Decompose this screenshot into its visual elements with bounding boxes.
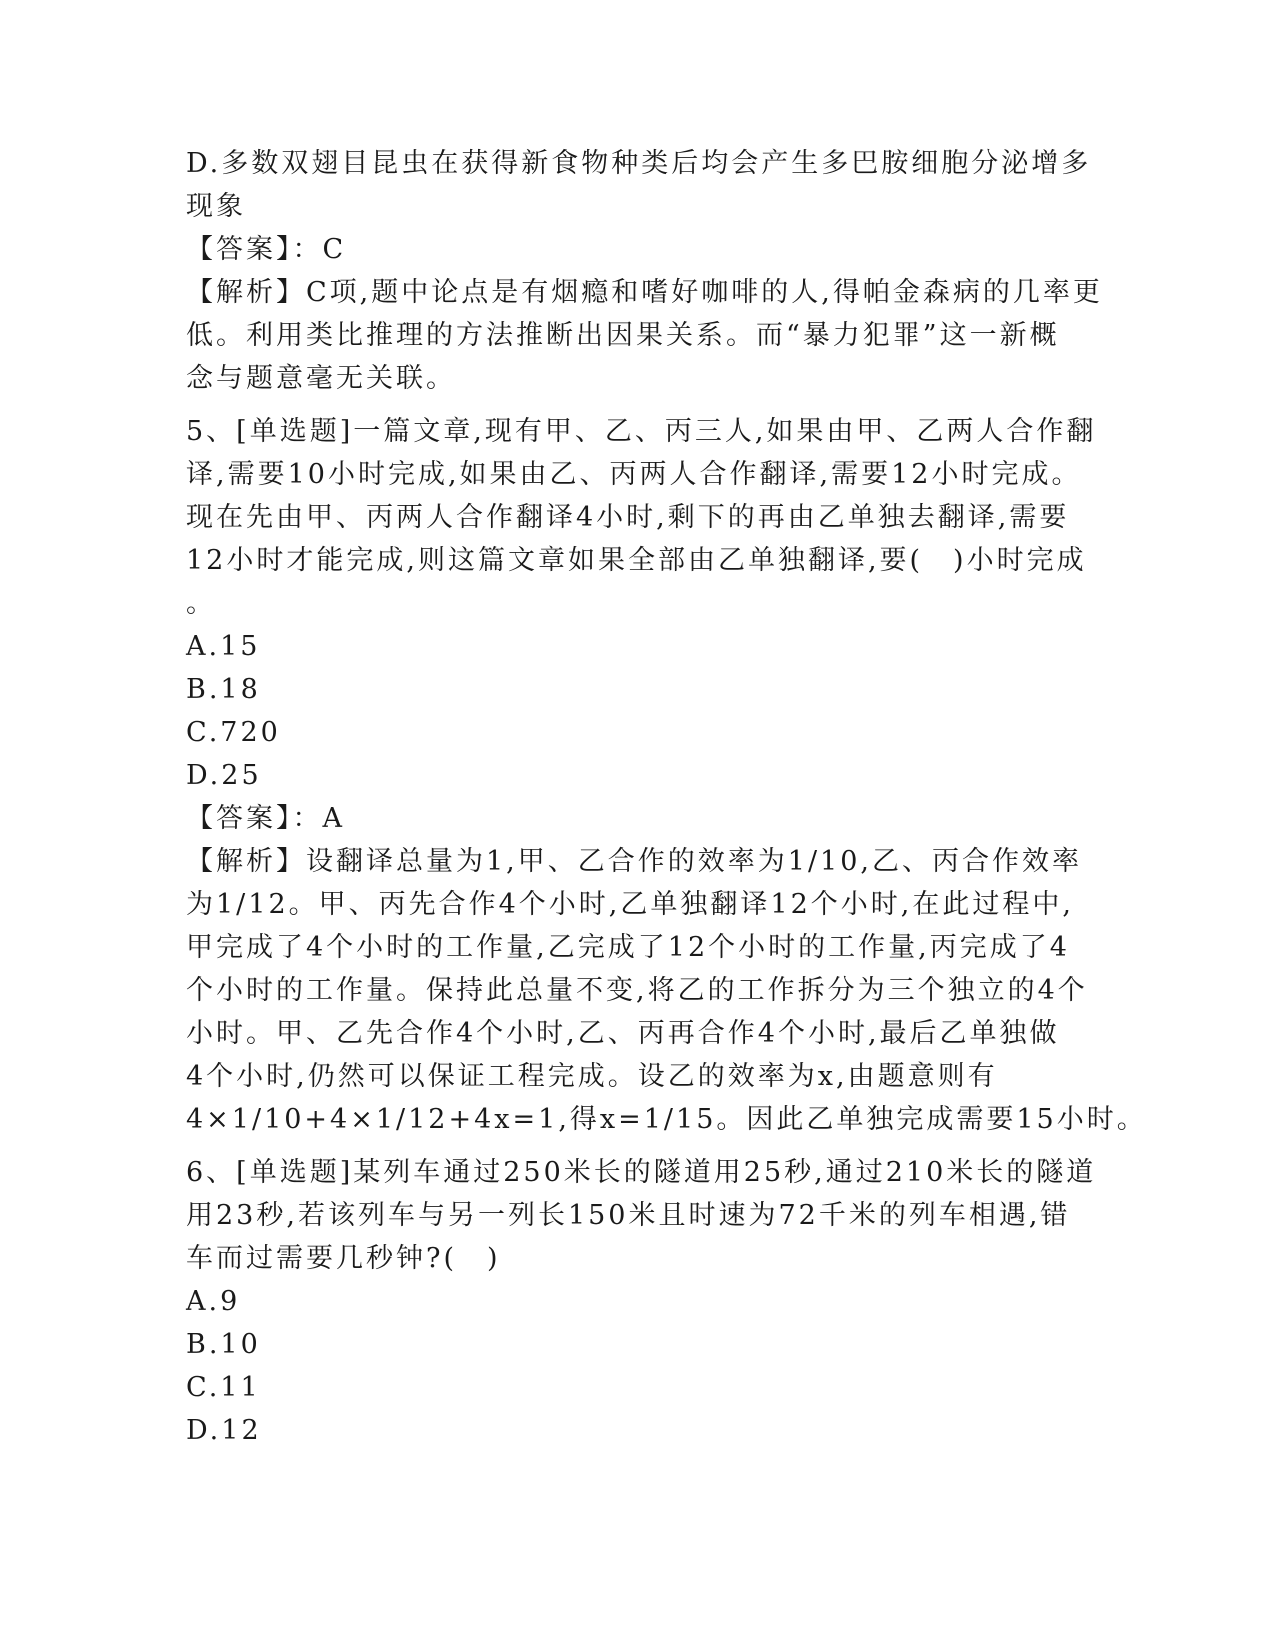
option-d-line-2: 现象 <box>186 191 246 222</box>
q5-option-b: B.18 <box>186 674 261 705</box>
q5-answer-label: 【答案】：A <box>186 803 345 834</box>
q5-analysis-line-6: 4个小时,仍然可以保证工程完成。设乙的效率为x,由题意则有 <box>186 1061 998 1092</box>
q6-stem-line-1: 6、[单选题]某列车通过250米长的隧道用25秒,通过210米长的隧道 <box>186 1157 1097 1188</box>
q6-option-d: D.12 <box>186 1415 262 1446</box>
q6-option-c: C.11 <box>186 1372 261 1403</box>
q5-analysis-line-4: 个小时的工作量。保持此总量不变,将乙的工作拆分为三个独立的4个 <box>186 975 1088 1006</box>
q5-option-d: D.25 <box>186 760 262 791</box>
answer-label: 【答案】：C <box>186 234 347 265</box>
q5-option-a: A.15 <box>186 631 261 662</box>
document-page <box>186 142 1147 1452</box>
analysis-line-2: 低。利用类比推理的方法推断出因果关系。而“暴力犯罪”这一新概 <box>186 320 1060 351</box>
q6-option-b: B.10 <box>186 1329 261 1360</box>
prev-question <box>186 142 1103 400</box>
analysis-line-3: 念与题意毫无关联。 <box>186 363 456 394</box>
q6-stem-line-2: 用23秒,若该列车与另一列长150米且时速为72千米的列车相遇,错 <box>186 1200 1071 1231</box>
q5-analysis-line-1: 【解析】设翻译总量为1,甲、乙合作的效率为1/10,乙、丙合作效率 <box>186 846 1082 877</box>
q5-stem-line-5: 。 <box>186 588 216 619</box>
q6-option-a: A.9 <box>186 1286 241 1317</box>
question-5 <box>186 410 1147 1141</box>
option-d-line-1: D.多数双翅目昆虫在获得新食物种类后均会产生多巴胺细胞分泌增多 <box>186 148 1092 179</box>
q5-stem-line-2: 译,需要10小时完成,如果由乙、丙两人合作翻译,需要12小时完成。 <box>186 459 1082 490</box>
q5-stem-line-1: 5、[单选题]一篇文章,现有甲、乙、丙三人,如果由甲、乙两人合作翻 <box>186 416 1097 447</box>
analysis-line-1: 【解析】C项,题中论点是有烟瘾和嗜好咖啡的人,得帕金森病的几率更 <box>186 277 1103 308</box>
q5-stem-line-3: 现在先由甲、丙两人合作翻译4小时,剩下的再由乙单独去翻译,需要 <box>186 502 1070 533</box>
q5-analysis-line-5: 小时。甲、乙先合作4个小时,乙、丙再合作4个小时,最后乙单独做 <box>186 1018 1060 1049</box>
q5-analysis-line-7: 4×1/10+4×1/12+4x=1,得x=1/15。因此乙单独完成需要15小时。 <box>186 1104 1147 1135</box>
q5-analysis-line-3: 甲完成了4个小时的工作量,乙完成了12个小时的工作量,丙完成了4 <box>186 932 1070 963</box>
q5-stem-line-4: 12小时才能完成,则这篇文章如果全部由乙单独翻译,要( )小时完成 <box>186 545 1087 576</box>
q6-stem-line-3: 车而过需要几秒钟?( ) <box>186 1243 501 1274</box>
q5-analysis-line-2: 为1/12。甲、丙先合作4个小时,乙单独翻译12个小时,在此过程中, <box>186 889 1074 920</box>
q5-option-c: C.720 <box>186 717 281 748</box>
question-6 <box>186 1151 1097 1452</box>
